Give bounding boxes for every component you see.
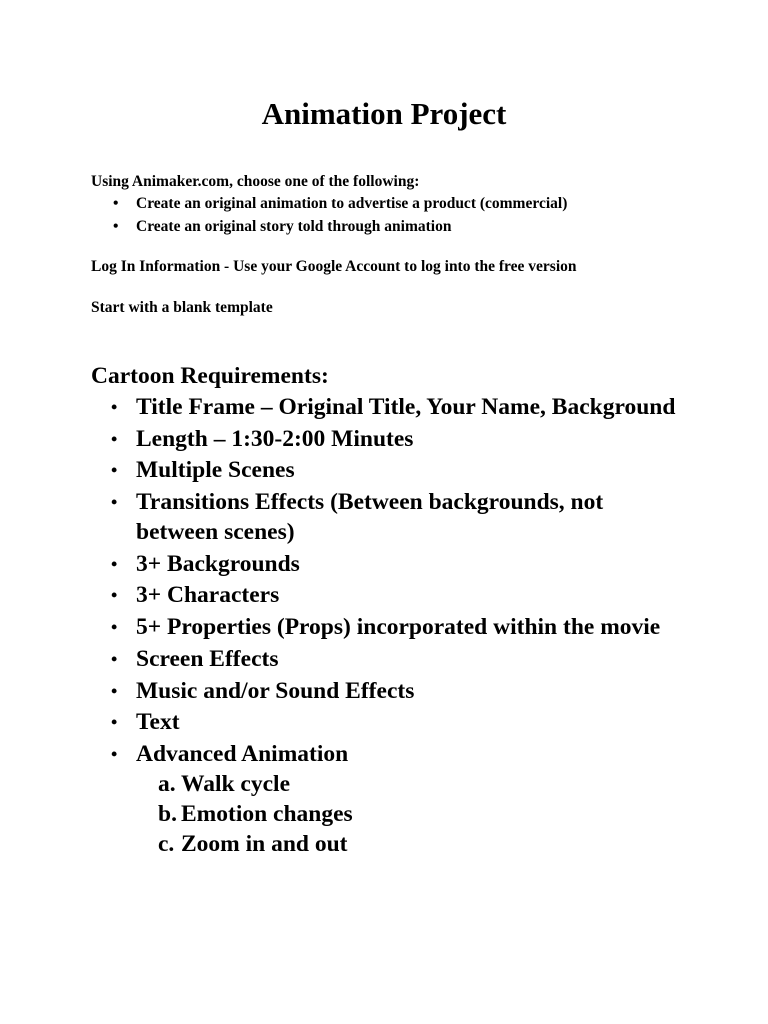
requirement-text: Advanced Animation (136, 740, 349, 767)
bullet-icon: • (111, 712, 118, 733)
option-text: Create an original animation to advertise a product (commercial) (136, 195, 568, 212)
requirement-text: Text (136, 709, 180, 736)
requirement-item (91, 707, 691, 737)
bullet-icon: • (111, 492, 118, 513)
bullet-icon: • (111, 648, 118, 669)
option-item (91, 192, 567, 215)
requirement-text: Screen Effects (136, 645, 279, 672)
requirement-item (91, 612, 691, 642)
options-list (91, 192, 567, 238)
requirement-item (91, 392, 691, 422)
requirement-item (91, 580, 691, 610)
login-info-text: Log In Information - Use your Google Account to log into the free version (91, 258, 577, 275)
requirements-heading: Cartoon Requirements: (91, 363, 329, 389)
bullet-icon: • (111, 460, 118, 481)
sublist-letter: a. (158, 770, 176, 797)
sublist-text: Emotion changes (181, 800, 353, 827)
requirement-text: Music and/or Sound Effects (136, 677, 415, 704)
intro-text: Using Animaker.com, choose one of the following: (91, 173, 420, 190)
requirement-item (91, 487, 691, 547)
sublist-text: Walk cycle (181, 770, 290, 797)
sublist-item (136, 799, 691, 829)
requirement-item (91, 455, 691, 485)
requirement-item (91, 424, 691, 454)
requirements-list (91, 392, 691, 861)
bullet-icon: • (111, 680, 118, 701)
start-info-text: Start with a blank template (91, 299, 273, 316)
requirement-item (91, 549, 691, 579)
requirement-text: 3+ Characters (136, 582, 280, 609)
sublist-item (136, 829, 691, 859)
bullet-icon: • (111, 617, 118, 638)
advanced-animation-sublist (136, 769, 691, 859)
bullet-icon: • (113, 218, 119, 235)
requirement-text: 3+ Backgrounds (136, 550, 300, 577)
bullet-icon: • (111, 553, 118, 574)
bullet-icon: • (111, 428, 118, 449)
sublist-letter: b. (158, 800, 177, 827)
bullet-icon: • (111, 743, 118, 764)
requirement-text: Multiple Scenes (136, 457, 295, 484)
sublist-text: Zoom in and out (181, 830, 348, 857)
bullet-icon: • (113, 195, 119, 212)
requirement-text: 5+ Properties (Props) incorporated within the movie (136, 614, 661, 641)
bullet-icon: • (111, 397, 118, 417)
requirement-text: Title Frame – Original Title, Your Name, Background (136, 394, 676, 420)
requirement-text: Length – 1:30-2:00 Minutes (136, 425, 414, 452)
sublist-item (136, 769, 691, 799)
option-item (91, 215, 567, 238)
document-title: Animation Project (261, 96, 507, 131)
requirement-item (91, 644, 691, 674)
sublist-letter: c. (158, 830, 175, 857)
bullet-icon: • (111, 585, 118, 606)
option-text: Create an original story told through animation (136, 218, 452, 235)
requirement-item (91, 739, 691, 859)
requirement-text: Transitions Effects (Between backgrounds, not between scenes) (136, 489, 604, 546)
requirement-item (91, 676, 691, 706)
